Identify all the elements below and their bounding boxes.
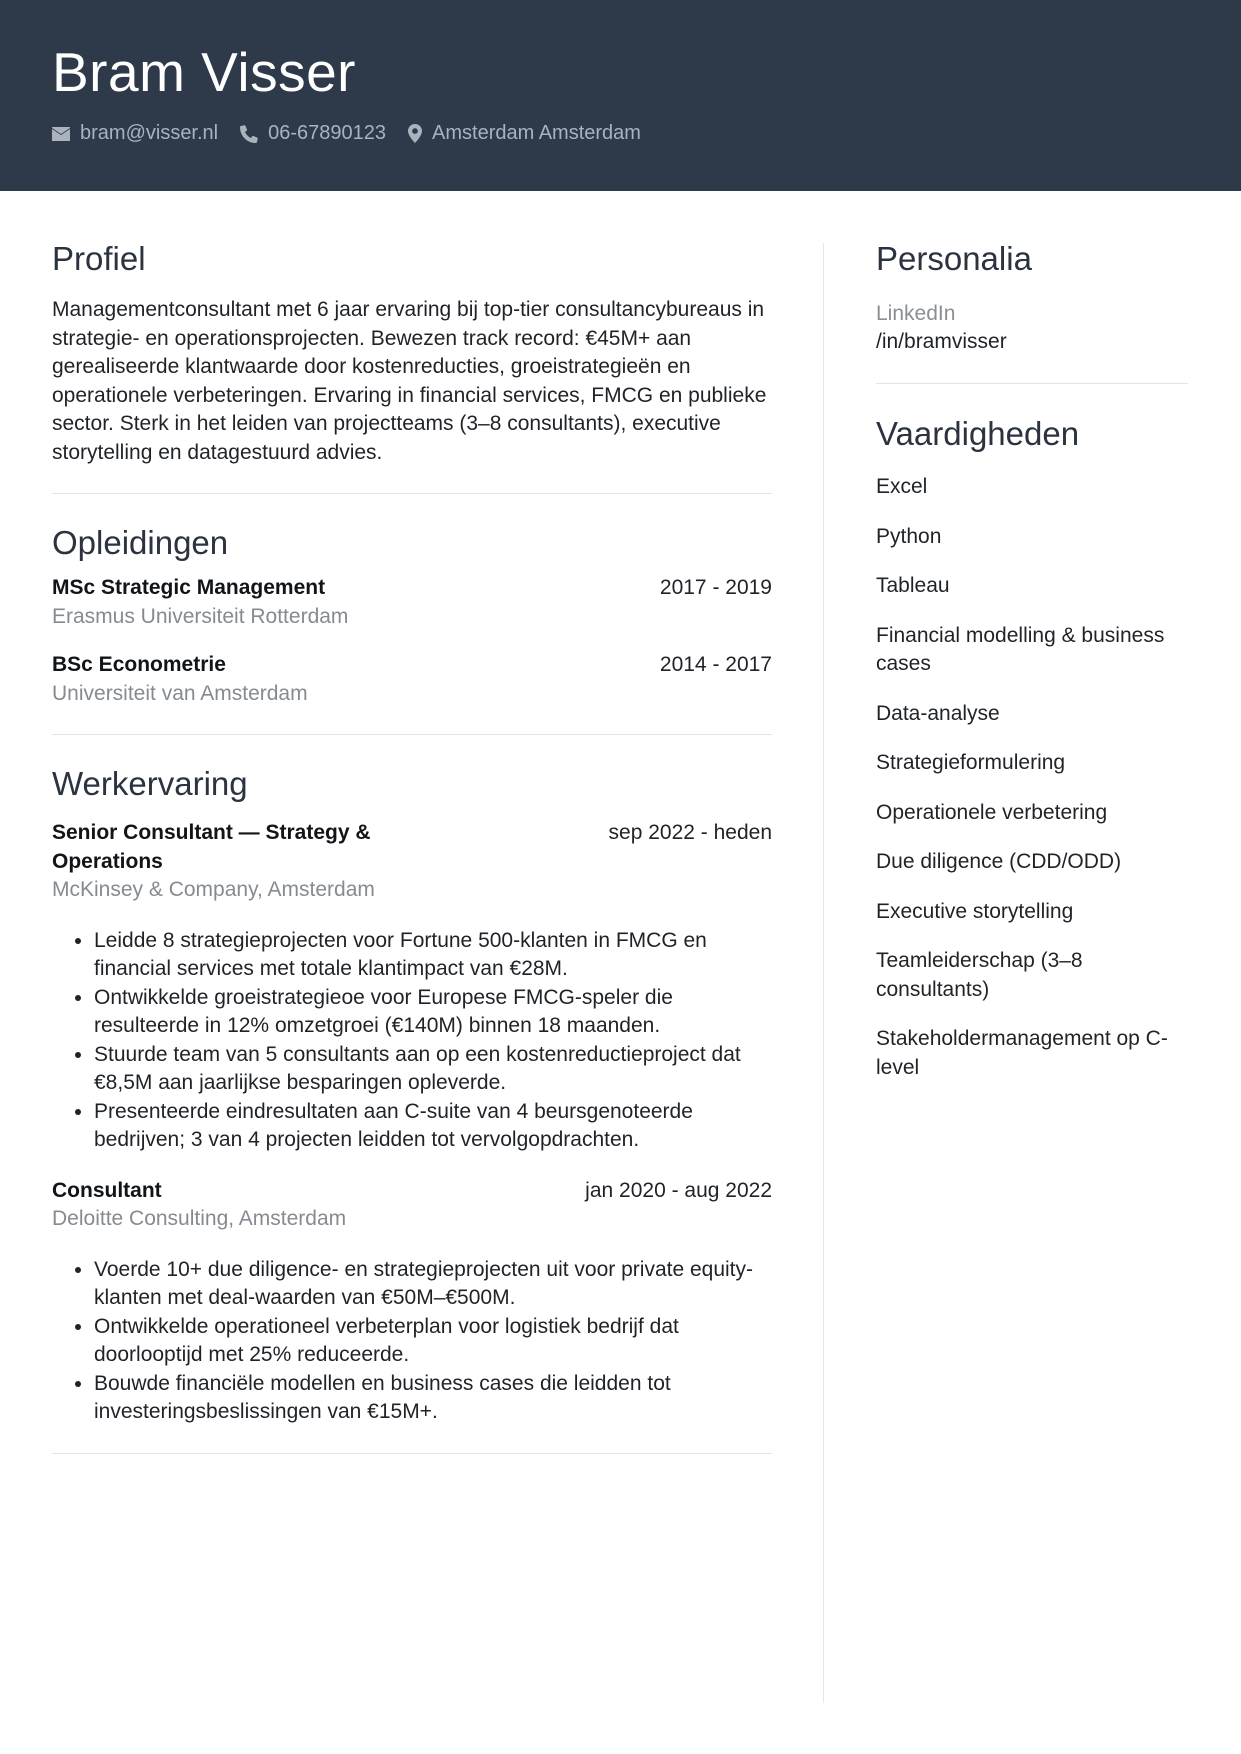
skill-item: Teamleiderschap (3–8 consultants) [876, 949, 1083, 1001]
company-name: Deloitte Consulting, Amsterdam [52, 1207, 347, 1230]
institution-name: Universiteit van Amsterdam [52, 681, 308, 705]
institution-name: Erasmus Universiteit Rotterdam [52, 604, 349, 628]
profile-heading: Profiel [52, 240, 146, 277]
degree-title: MSc Strategic Management [52, 576, 326, 599]
skill-item: Executive storytelling [876, 899, 1074, 923]
skill-item: Financial modelling & business cases [876, 623, 1165, 675]
education-entry [52, 651, 772, 708]
profile-text: Managementconsultant met 6 jaar ervaring bij top-tier consultancybureaus in strategie- en operationsprojecten. Bewezen track record: €45M+ aan gerealiseerde klantwaarde door kostenreducties, groeistrategieën en operationele verbeteringen. Ervaring in financial services, FMCG en publieke sector. Sterk in het leiden van projectteams (3–8 consultants), executive storytelling en datagestuurd advies. [52, 298, 767, 464]
achievement-item: • Stuurde team van 5 consultants aan op een kostenreductieproject dat €8,5M aan jaarlijkse besparingen opleverde. [94, 1041, 772, 1098]
personalia-section [876, 240, 1188, 384]
skill-item: Tableau [876, 574, 950, 597]
achievement-item: • Voerde 10+ due diligence- en strategieprojecten uit voor private equity-klanten met deal-waarden van €50M–€500M. [94, 1256, 772, 1313]
achievement-list [52, 927, 772, 1155]
candidate-name: Bram Visser [52, 41, 356, 103]
achievement-list [52, 1256, 772, 1427]
side-column [876, 240, 1188, 1103]
experience-heading: Werkervaring [52, 765, 248, 802]
achievement-item: • Ontwikkelde groeistrategieoe voor Europese FMCG-speler die resulteerde in 12% omzetgroei (€140M) binnen 18 maanden. [94, 984, 772, 1041]
job-title: Senior Consultant — Strategy & Operations [52, 821, 371, 873]
education-entry [52, 574, 772, 631]
linkedin-link[interactable]: /in/bramvisser [876, 330, 1007, 353]
experience-entry [52, 819, 772, 1155]
column-divider [823, 243, 824, 1703]
contact-email[interactable] [52, 122, 218, 145]
skill-item: Operationele verbetering [876, 800, 1108, 824]
main-column [52, 240, 772, 1484]
envelope-icon [52, 127, 70, 141]
achievement-item: • Ontwikkelde operationeel verbeterplan voor logistiek bedrijf dat doorlooptijd met 25% reduceerde. [94, 1313, 772, 1370]
skills-heading: Vaardigheden [876, 415, 1080, 452]
phone-icon [240, 125, 258, 143]
achievement-item: • Presenteerde eindresultaten aan C-suite van 4 beursgenoteerde bedrijven; 3 van 4 projecten leidden tot vervolgopdrachten. [94, 1098, 772, 1155]
experience-section [52, 765, 772, 1454]
skill-item: Stakeholdermanagement op C-level [876, 1027, 1168, 1079]
skills-list [876, 473, 1188, 1082]
profile-section [52, 240, 772, 494]
resume-header [0, 0, 1241, 191]
education-heading: Opleidingen [52, 524, 229, 561]
job-dates: sep 2022 - heden [608, 821, 772, 844]
email-text: bram@visser.nl [80, 122, 219, 144]
job-dates: jan 2020 - aug 2022 [585, 1178, 772, 1202]
contact-phone[interactable] [240, 122, 386, 145]
location-text: Amsterdam Amsterdam [432, 122, 641, 144]
company-name: McKinsey & Company, Amsterdam [52, 878, 375, 901]
contact-location [408, 122, 641, 145]
education-section [52, 524, 772, 735]
skill-item: Strategieformulering [876, 751, 1066, 774]
contact-bar [52, 122, 663, 145]
skills-section [876, 415, 1188, 1082]
map-pin-icon [408, 124, 422, 143]
skill-item: Data-analyse [876, 701, 1000, 725]
skill-item: Python [876, 524, 942, 548]
personalia-heading: Personalia [876, 240, 1032, 277]
phone-text: 06-67890123 [268, 122, 387, 144]
degree-title: BSc Econometrie [52, 653, 226, 676]
skill-item: Due diligence (CDD/ODD) [876, 850, 1122, 873]
degree-dates: 2017 - 2019 [659, 576, 772, 599]
degree-dates: 2014 - 2017 [659, 653, 772, 676]
experience-entry [52, 1177, 772, 1427]
achievement-item: • Leidde 8 strategieprojecten voor Fortune 500-klanten in FMCG en financial services met totale klantimpact van €28M. [94, 927, 772, 984]
achievement-item: • Bouwde financiële modellen en business cases die leidden tot investeringsbeslissingen van €15M+. [94, 1370, 772, 1427]
linkedin-label: LinkedIn [876, 302, 956, 325]
job-title: Consultant [52, 1178, 162, 1202]
skill-item: Excel [876, 475, 928, 498]
